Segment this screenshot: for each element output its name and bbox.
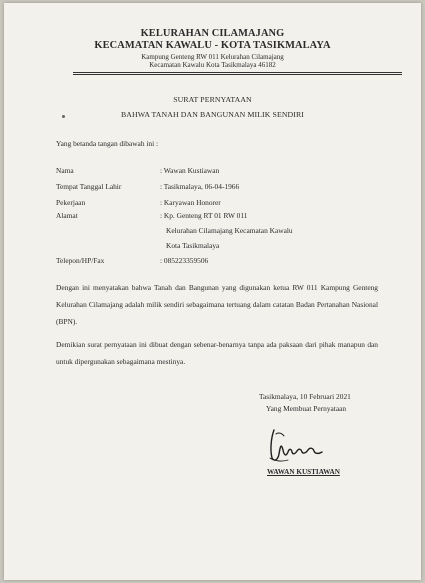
intro-text: Yang betanda tangan dibawah ini : [56,139,159,148]
field-value-alamat-3: Kota Tasikmalaya [166,241,220,250]
field-value-ttl: : Tasikmalaya, 06-04-1966 [160,182,240,191]
letterhead-subtitle: KECAMATAN KAWALU - KOTA TASIKMALAYA [94,40,331,51]
statement-paragraph: Dengan ini menyatakan bahwa Tanah dan Bangunan yang digunakan ketua RW 011 Kampung Genteng Kelurahan Cilamajang adalah milik sendiri sebagaimana tertuang dalam catatan Badan Pertanahan Nasional (BPN). [56,283,378,326]
document-subtitle: BAHWA TANAH DAN BANGUNAN MILIK SENDIRI [120,110,304,119]
paper-speck [62,115,65,118]
signer-name: WAWAN KUSTIAWAN [267,468,340,476]
field-label-ttl: Tempat Tanggal Lahir [56,182,122,191]
signer-role: Yang Membuat Pernyataan [266,404,347,413]
field-label-telepon: Telepon/HP/Fax [56,256,105,265]
signature-image [262,424,342,466]
place-date: Tasikmalaya, 10 Februari 2021 [259,392,351,401]
field-label-alamat: Alamat [56,211,78,220]
field-label-nama: Nama [56,166,74,175]
field-value-alamat-2: Kelurahan Cilamajang Kecamatan Kawalu [166,226,293,235]
field-value-alamat: : Kp. Genteng RT 01 RW 011 [160,211,248,220]
letterhead-title: KELURAHAN CILAMAJANG [140,28,285,39]
document-title: SURAT PERNYATAAN [173,95,252,104]
field-value-telepon: : 085223359506 [160,256,209,265]
field-value-pekerjaan: : Karyawan Honorer [160,198,221,207]
field-value-nama: : Wawan Kustiawan [160,166,220,175]
letterhead-address-1: Kampung Genteng RW 011 Kelurahan Cilamajang [141,53,284,61]
letterhead-rule-thick [73,72,402,73]
field-label-pekerjaan: Pekerjaan [56,198,86,207]
letterhead-rule-thin [73,74,402,75]
letterhead-address-2: Kecamatan Kawalu Kota Tasikmalaya 46182 [149,61,276,69]
closing-paragraph: Demikian surat pernyataan ini dibuat dengan sebenar-benarnya tanpa ada paksaan dari pihak manapun dan untuk dipergunakan sebagaimana mestinya. [56,340,378,366]
